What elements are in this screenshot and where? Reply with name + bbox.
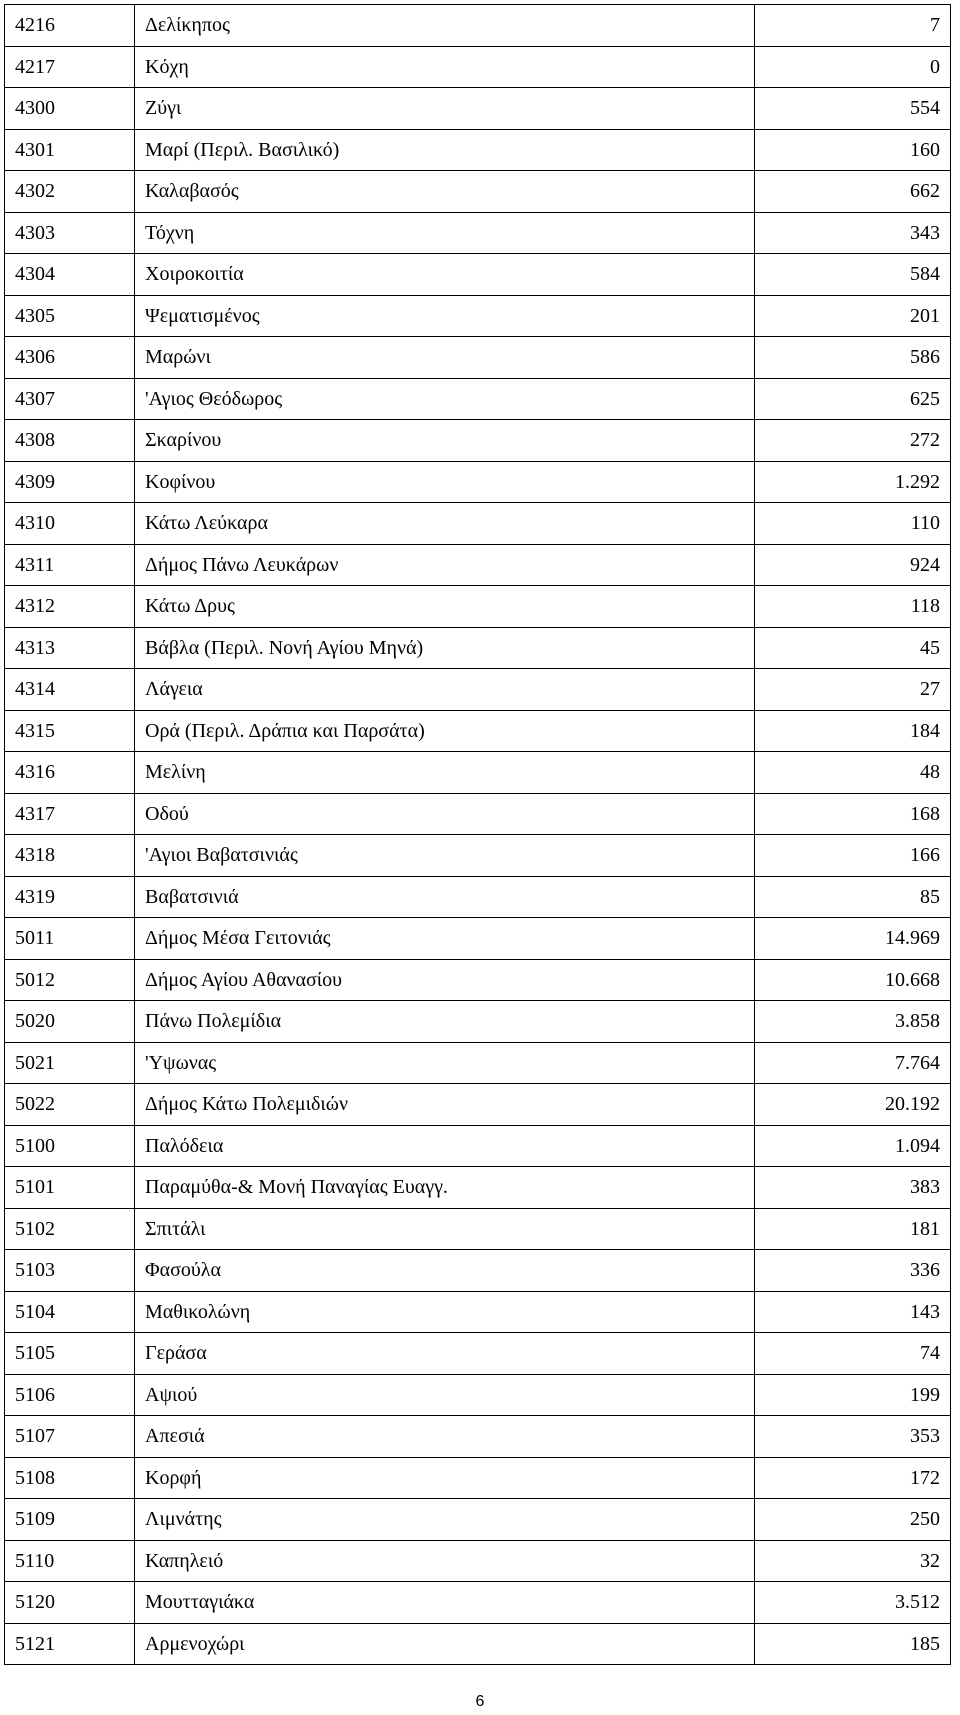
value-cell: 10.668 bbox=[755, 959, 951, 1001]
table-row bbox=[5, 959, 951, 1001]
code-cell: 5102 bbox=[5, 1208, 135, 1250]
code-cell: 4314 bbox=[5, 669, 135, 711]
value-cell: 924 bbox=[755, 544, 951, 586]
page-number: 6 bbox=[475, 1693, 485, 1710]
code-cell: 4318 bbox=[5, 835, 135, 877]
table-row bbox=[5, 503, 951, 545]
name-cell: Δήμος Κάτω Πολεμιδιών bbox=[135, 1084, 755, 1126]
code-cell: 5109 bbox=[5, 1499, 135, 1541]
value-cell: 3.512 bbox=[755, 1582, 951, 1624]
table-row bbox=[5, 1499, 951, 1541]
code-cell: 4301 bbox=[5, 129, 135, 171]
value-cell: 554 bbox=[755, 88, 951, 130]
table-row bbox=[5, 918, 951, 960]
name-cell: Δήμος Αγίου Αθανασίου bbox=[135, 959, 755, 1001]
value-cell: 1.094 bbox=[755, 1125, 951, 1167]
table-row bbox=[5, 129, 951, 171]
table-row bbox=[5, 1208, 951, 1250]
table-row bbox=[5, 1623, 951, 1665]
value-cell: 27 bbox=[755, 669, 951, 711]
table-row bbox=[5, 171, 951, 213]
table-row bbox=[5, 1167, 951, 1209]
table-row bbox=[5, 1416, 951, 1458]
code-cell: 5020 bbox=[5, 1001, 135, 1043]
value-cell: 586 bbox=[755, 337, 951, 379]
value-cell: 1.292 bbox=[755, 461, 951, 503]
value-cell: 172 bbox=[755, 1457, 951, 1499]
table-row bbox=[5, 5, 951, 47]
name-cell: 'Υψωνας bbox=[135, 1042, 755, 1084]
name-cell: Καλαβασός bbox=[135, 171, 755, 213]
code-cell: 5100 bbox=[5, 1125, 135, 1167]
code-cell: 4309 bbox=[5, 461, 135, 503]
name-cell: Δελίκηπος bbox=[135, 5, 755, 47]
table-row bbox=[5, 1250, 951, 1292]
code-cell: 5021 bbox=[5, 1042, 135, 1084]
name-cell: Απεσιά bbox=[135, 1416, 755, 1458]
value-cell: 184 bbox=[755, 710, 951, 752]
code-cell: 4316 bbox=[5, 752, 135, 794]
table-row bbox=[5, 1540, 951, 1582]
table-row bbox=[5, 295, 951, 337]
code-cell: 4217 bbox=[5, 46, 135, 88]
table-row bbox=[5, 586, 951, 628]
name-cell: Μελίνη bbox=[135, 752, 755, 794]
code-cell: 5121 bbox=[5, 1623, 135, 1665]
name-cell: Μαθικολώνη bbox=[135, 1291, 755, 1333]
name-cell: Αψιού bbox=[135, 1374, 755, 1416]
table-row bbox=[5, 1457, 951, 1499]
code-cell: 4308 bbox=[5, 420, 135, 462]
value-cell: 166 bbox=[755, 835, 951, 877]
value-cell: 7 bbox=[755, 5, 951, 47]
table-row bbox=[5, 337, 951, 379]
name-cell: Δήμος Μέσα Γειτονιάς bbox=[135, 918, 755, 960]
value-cell: 160 bbox=[755, 129, 951, 171]
table-row bbox=[5, 46, 951, 88]
name-cell: Βάβλα (Περιλ. Νονή Αγίου Μηνά) bbox=[135, 627, 755, 669]
table-row bbox=[5, 1042, 951, 1084]
code-cell: 4319 bbox=[5, 876, 135, 918]
table-row bbox=[5, 669, 951, 711]
name-cell: Κάτω Λεύκαρα bbox=[135, 503, 755, 545]
value-cell: 383 bbox=[755, 1167, 951, 1209]
code-cell: 5106 bbox=[5, 1374, 135, 1416]
communities-table bbox=[4, 4, 951, 1665]
code-cell: 5011 bbox=[5, 918, 135, 960]
value-cell: 250 bbox=[755, 1499, 951, 1541]
code-cell: 5108 bbox=[5, 1457, 135, 1499]
table-row bbox=[5, 793, 951, 835]
value-cell: 181 bbox=[755, 1208, 951, 1250]
code-cell: 4310 bbox=[5, 503, 135, 545]
name-cell: Μουτταγιάκα bbox=[135, 1582, 755, 1624]
name-cell: Βαβατσινιά bbox=[135, 876, 755, 918]
table-row bbox=[5, 835, 951, 877]
name-cell: Μαρί (Περιλ. Βασιλικό) bbox=[135, 129, 755, 171]
value-cell: 185 bbox=[755, 1623, 951, 1665]
value-cell: 14.969 bbox=[755, 918, 951, 960]
name-cell: Γεράσα bbox=[135, 1333, 755, 1375]
name-cell: Πάνω Πολεμίδια bbox=[135, 1001, 755, 1043]
name-cell: Λάγεια bbox=[135, 669, 755, 711]
code-cell: 5120 bbox=[5, 1582, 135, 1624]
code-cell: 5104 bbox=[5, 1291, 135, 1333]
table-row bbox=[5, 88, 951, 130]
name-cell: 'Αγιοι Βαβατσινιάς bbox=[135, 835, 755, 877]
name-cell: Ψεματισμένος bbox=[135, 295, 755, 337]
name-cell: Κάτω Δρυς bbox=[135, 586, 755, 628]
table-body bbox=[5, 5, 951, 1665]
code-cell: 4302 bbox=[5, 171, 135, 213]
value-cell: 199 bbox=[755, 1374, 951, 1416]
name-cell: Δήμος Πάνω Λευκάρων bbox=[135, 544, 755, 586]
table-row bbox=[5, 710, 951, 752]
code-cell: 4311 bbox=[5, 544, 135, 586]
code-cell: 4303 bbox=[5, 212, 135, 254]
name-cell: Χοιροκοιτία bbox=[135, 254, 755, 296]
name-cell: Σπιτάλι bbox=[135, 1208, 755, 1250]
value-cell: 74 bbox=[755, 1333, 951, 1375]
value-cell: 336 bbox=[755, 1250, 951, 1292]
code-cell: 5101 bbox=[5, 1167, 135, 1209]
code-cell: 4216 bbox=[5, 5, 135, 47]
name-cell: Κοφίνου bbox=[135, 461, 755, 503]
table-row bbox=[5, 876, 951, 918]
value-cell: 32 bbox=[755, 1540, 951, 1582]
table-row bbox=[5, 1001, 951, 1043]
value-cell: 118 bbox=[755, 586, 951, 628]
table-row bbox=[5, 1125, 951, 1167]
name-cell: Κόχη bbox=[135, 46, 755, 88]
name-cell: Παραμύθα-& Μονή Παναγίας Ευαγγ. bbox=[135, 1167, 755, 1209]
value-cell: 584 bbox=[755, 254, 951, 296]
name-cell: Ορά (Περιλ. Δράπια και Παρσάτα) bbox=[135, 710, 755, 752]
code-cell: 4304 bbox=[5, 254, 135, 296]
table-row bbox=[5, 1291, 951, 1333]
code-cell: 5105 bbox=[5, 1333, 135, 1375]
name-cell: Παλόδεια bbox=[135, 1125, 755, 1167]
value-cell: 45 bbox=[755, 627, 951, 669]
code-cell: 4313 bbox=[5, 627, 135, 669]
name-cell: Ζύγι bbox=[135, 88, 755, 130]
code-cell: 5022 bbox=[5, 1084, 135, 1126]
name-cell: Αρμενοχώρι bbox=[135, 1623, 755, 1665]
table-row bbox=[5, 212, 951, 254]
code-cell: 4312 bbox=[5, 586, 135, 628]
value-cell: 343 bbox=[755, 212, 951, 254]
value-cell: 7.764 bbox=[755, 1042, 951, 1084]
name-cell: Οδού bbox=[135, 793, 755, 835]
value-cell: 625 bbox=[755, 378, 951, 420]
table-row bbox=[5, 1333, 951, 1375]
value-cell: 0 bbox=[755, 46, 951, 88]
code-cell: 5110 bbox=[5, 1540, 135, 1582]
code-cell: 5012 bbox=[5, 959, 135, 1001]
name-cell: Μαρώνι bbox=[135, 337, 755, 379]
value-cell: 20.192 bbox=[755, 1084, 951, 1126]
name-cell: 'Αγιος Θεόδωρος bbox=[135, 378, 755, 420]
value-cell: 48 bbox=[755, 752, 951, 794]
name-cell: Κορφή bbox=[135, 1457, 755, 1499]
value-cell: 201 bbox=[755, 295, 951, 337]
table-row bbox=[5, 1084, 951, 1126]
code-cell: 5107 bbox=[5, 1416, 135, 1458]
code-cell: 4306 bbox=[5, 337, 135, 379]
name-cell: Λιμνάτης bbox=[135, 1499, 755, 1541]
table-row bbox=[5, 420, 951, 462]
table-row bbox=[5, 1582, 951, 1624]
value-cell: 272 bbox=[755, 420, 951, 462]
table-row bbox=[5, 752, 951, 794]
table-row bbox=[5, 254, 951, 296]
table-row bbox=[5, 378, 951, 420]
value-cell: 143 bbox=[755, 1291, 951, 1333]
code-cell: 4300 bbox=[5, 88, 135, 130]
name-cell: Σκαρίνου bbox=[135, 420, 755, 462]
name-cell: Φασούλα bbox=[135, 1250, 755, 1292]
table-row bbox=[5, 1374, 951, 1416]
table-row bbox=[5, 544, 951, 586]
value-cell: 662 bbox=[755, 171, 951, 213]
name-cell: Καπηλειό bbox=[135, 1540, 755, 1582]
code-cell: 4307 bbox=[5, 378, 135, 420]
name-cell: Τόχνη bbox=[135, 212, 755, 254]
value-cell: 3.858 bbox=[755, 1001, 951, 1043]
table-row bbox=[5, 627, 951, 669]
code-cell: 4317 bbox=[5, 793, 135, 835]
code-cell: 4315 bbox=[5, 710, 135, 752]
value-cell: 168 bbox=[755, 793, 951, 835]
code-cell: 5103 bbox=[5, 1250, 135, 1292]
value-cell: 353 bbox=[755, 1416, 951, 1458]
value-cell: 110 bbox=[755, 503, 951, 545]
code-cell: 4305 bbox=[5, 295, 135, 337]
value-cell: 85 bbox=[755, 876, 951, 918]
table-row bbox=[5, 461, 951, 503]
